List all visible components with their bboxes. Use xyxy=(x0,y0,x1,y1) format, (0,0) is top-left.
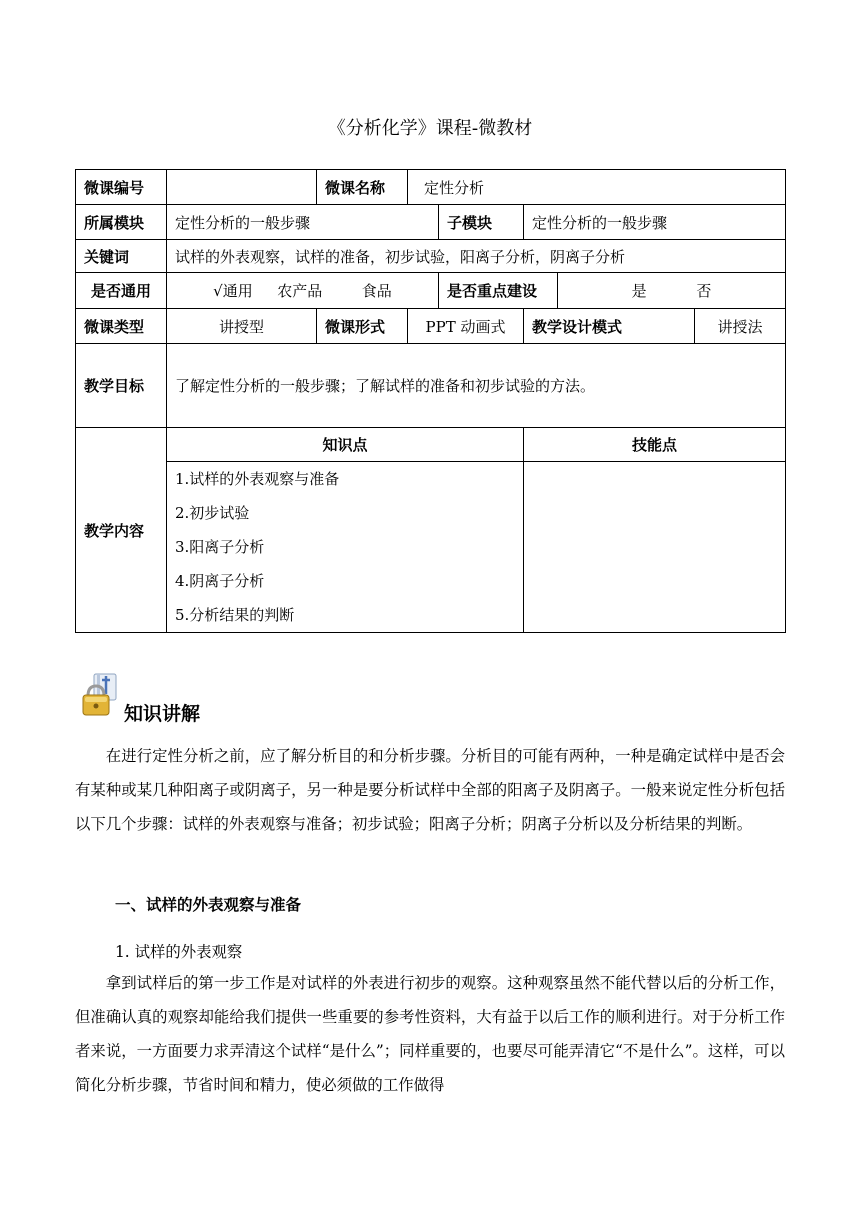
code-value xyxy=(167,170,317,205)
submodule-label: 子模块 xyxy=(439,205,524,240)
subheading-appearance: 1. 试样的外表观察 xyxy=(115,943,243,961)
design-value: 讲授法 xyxy=(695,309,786,344)
goal-label: 教学目标 xyxy=(76,344,167,428)
knowledge-item: 2.初步试验 xyxy=(175,504,250,522)
content-label: 教学内容 xyxy=(76,428,167,633)
type-value: 讲授型 xyxy=(167,309,317,344)
knowledge-item: 3.阳离子分析 xyxy=(175,538,265,556)
row-type xyxy=(76,309,786,344)
row-goal xyxy=(76,344,786,428)
general-value: √通用 农产品 食品 xyxy=(167,273,439,309)
module-value: 定性分析的一般步骤 xyxy=(167,205,439,240)
row-code-name xyxy=(76,170,786,205)
knowledge-item: 4.阴离子分析 xyxy=(175,572,265,590)
module-label: 所属模块 xyxy=(76,205,167,240)
code-label: 微课编号 xyxy=(76,170,167,205)
row-general xyxy=(76,273,786,309)
heading-sample-observation: 一、试样的外表观察与准备 xyxy=(115,896,302,914)
design-label: 教学设计模式 xyxy=(524,309,695,344)
intro-paragraph: 在进行定性分析之前，应了解分析目的和分析步骤。分析目的可能有两种，一种是确定试样中是否会有某种或某几种阳离子或阴离子，另一种是要分析试样中全部的阳离子及阴离子。一般来说定性分析包括以下几个步骤：试样的外表观察与准备；初步试验；阳离子分析；阴离子分析以及分析结果的判断。 xyxy=(75,747,785,833)
knowledge-header: 知识点 xyxy=(167,428,524,462)
knowledge-item: 1.试样的外表观察与准备 xyxy=(175,470,340,488)
name-label: 微课名称 xyxy=(317,170,408,205)
skill-list xyxy=(524,462,786,633)
body-paragraph: 拿到试样后的第一步工作是对试样的外表进行初步的观察。这种观察虽然不能代替以后的分析工作，但准确认真的观察却能给我们提供一些重要的参考性资料，大有益于以后工作的顺利进行。对于分析工作者来说，一方面要力求弄清这个试样“是什么”；同样重要的，也要尽可能弄清它“不是什么”。这样，可以简化分析步骤，节省时间和精力，使必须做的工作做得 xyxy=(75,974,785,1094)
skill-header: 技能点 xyxy=(524,428,786,462)
name-value: 定性分析 xyxy=(408,170,786,205)
keywords-label: 关键词 xyxy=(76,240,167,273)
form-value: PPT 动画式 xyxy=(408,309,524,344)
document-title: 《分析化学》课程-微教材 xyxy=(327,118,533,139)
general-label: 是否通用 xyxy=(76,273,167,309)
submodule-value: 定性分析的一般步骤 xyxy=(524,205,786,240)
type-label: 微课类型 xyxy=(76,309,167,344)
row-content-body xyxy=(76,462,786,633)
row-module xyxy=(76,205,786,240)
key-label: 是否重点建设 xyxy=(439,273,558,309)
course-info-table xyxy=(75,169,786,633)
form-label: 微课形式 xyxy=(317,309,408,344)
goal-value: 了解定性分析的一般步骤；了解试样的准备和初步试验的方法。 xyxy=(167,344,786,428)
keywords-value: 试样的外表观察，试样的准备，初步试验，阳离子分析，阴离子分析 xyxy=(167,240,786,273)
knowledge-item: 5.分析结果的判断 xyxy=(175,606,295,624)
key-value: 是 否 xyxy=(558,273,786,309)
row-keywords xyxy=(76,240,786,273)
lock-book-icon xyxy=(80,672,120,718)
row-content-header xyxy=(76,428,786,462)
knowledge-list xyxy=(167,462,524,633)
section-title: 知识讲解 xyxy=(124,703,201,725)
